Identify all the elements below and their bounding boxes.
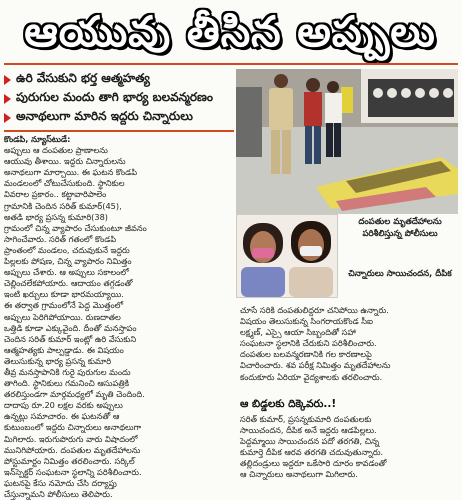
triangle-bullet-icon <box>4 75 11 85</box>
article-line: సాగించేవారు. సరిత్ గతంలో కొండపి <box>4 233 117 244</box>
section-heading <box>240 398 458 413</box>
article-line: ఘటనపై కేసు నమోదు చేసి దర్యాప్తు <box>4 477 117 488</box>
article-line: ఉన్నట్లు సమాచారం. ఈ ఘటనతో ఆ <box>4 411 120 422</box>
article-line: అప్పులు ఆ దంపతుల ప్రాణాలను <box>4 145 108 156</box>
article-line: ఈ తర్వాత గ్రామంలోనే పెద్ద మొత్తంలో <box>4 300 124 311</box>
article-line: ఒత్తిడి కూడా ఎక్కువైంది. దీంతో మనస్తాపం <box>4 322 137 333</box>
article-line: పెద్దమ్మాయి సాయిచందన పదో తరగతి, చిన్న <box>240 436 380 447</box>
article-line: గ్రామానికి చెందిన సరిత్ కుమార్(45), <box>4 200 122 211</box>
subhead-3: అనాథలుగా మారిన ఇద్దరు చిన్నారులు <box>4 108 232 127</box>
headline-rule <box>4 63 458 65</box>
article-line: తెలుసుకున్న భార్య ప్రసన్న కుమారి <box>4 355 112 366</box>
article-line: విషయం తెలుసుకున్న సింగరాయకొండ సీఐ <box>240 316 373 327</box>
article-line: మిగిలారు. ఇరుగుపొరుగు వారు విషాదంలో <box>4 433 138 444</box>
dateline: కొండపి, న్యూస్‌టుడే: <box>4 134 71 144</box>
article-right-column-2 <box>240 414 458 484</box>
section-heading-text: ఆ బిడ్డలకు దిక్కెవరు..! <box>240 398 337 410</box>
article-line: చెల్లించలేకపోయారు. ఆదాయం తగ్గడంతో <box>4 278 133 289</box>
photo-police-inspecting <box>236 69 458 214</box>
article-line: సంఘటనా స్థలానికి చేరుకుని పరిశీలించారు. <box>240 338 377 349</box>
caption-main-photo: దంపతుల మృతదేహాలను పరిశీలిస్తున్న పోలీసులు <box>358 217 442 239</box>
article-line: గ్రామంలో చిన్న వ్యాపారం చేసుకుంటూ జీవనం <box>4 222 147 233</box>
subhead-2: పురుగుల మందు తాగి భార్య బలవన్మరణం <box>4 89 232 108</box>
article-line: అప్పులు చేశారు. ఆ అప్పులు సకాలంలో <box>4 267 129 278</box>
children-photo <box>237 215 337 297</box>
article-line: విచారించారు. శవ పరీక్ష నిమిత్తం మృతదేహాలను <box>240 360 391 371</box>
article-line: తరలిస్తుండగా మార్గమధ్యలో మృతి చెందింది. <box>4 389 145 400</box>
article-line: దంపతుల బలవన్మరణానికి గల కారణాలపై <box>240 349 372 360</box>
headline: ఆయువు తీసిన అప్పులు <box>24 7 436 56</box>
article-left-column <box>4 134 234 499</box>
article-line: అతడి భార్య ప్రసన్న కుమారి(38) <box>4 211 108 222</box>
article-line: మండలంలో చోటుచేసుకుంది. స్థానికుల <box>4 178 125 189</box>
headline-banner <box>4 4 456 60</box>
article-line: చూసే సరికి దంపతులిద్దరూ చనిపోయి ఉన్నారు. <box>240 305 389 315</box>
article-line: తల్లిదండ్రులు ఇద్దరూ ఒకేసారి దూరం కావడంతో <box>240 458 387 469</box>
article-line: అప్పులు పెరిగిపోయాయి. రుణదాతల <box>4 311 121 322</box>
article-line: తీవ్ర మనస్తాపానికి గురై పురుగుల మందు <box>4 366 131 377</box>
article-line: చేస్తున్నామని పోలీసులు తెలిపారు. <box>4 489 113 499</box>
triangle-bullet-icon <box>4 94 11 104</box>
article-line: సరిత్ కుమార్, ప్రసన్నకుమారి దంపతులకు <box>240 414 372 424</box>
article-line: కుమార్తె దీపిక ఆరవ తరగతి చదువుతున్నారు. <box>240 447 384 458</box>
article-line: కుటుంబంలో ఇద్దరు చిన్నారులు అనాథలుగా <box>4 422 142 433</box>
article-left-text <box>4 134 234 500</box>
triangle-bullet-icon <box>4 113 11 123</box>
article-line: కందుకూరు ఏరియా వైద్యశాలకు తరలించారు. <box>240 371 383 382</box>
article-line: మునిగిపోయారు. దంపతుల మృతదేహాలను <box>4 444 141 455</box>
article-line: పోస్టుమార్టం నిమిత్తం తరలించారు. సర్కిల్ <box>4 455 135 466</box>
article-line: ఆ చిన్నారులు అనాథలుగా మిగిలారు. <box>240 469 358 480</box>
article-line: సాయిచందన, దీపిక అనే ఇద్దరు ఆడపిల్లలు. <box>240 425 377 436</box>
article-line: ఇన్‌స్పెక్టర్ సంఘటనా స్థలాన్ని పరిశీలించారు. <box>4 466 142 477</box>
article-line: వివరాల ప్రకారం.. కట్టావారిపాలెం <box>4 189 107 200</box>
scene-photo <box>236 69 458 214</box>
caption-children-photo: చిన్నారులు సాయిచందన, దీపిక <box>348 269 452 279</box>
subhead-rule <box>4 130 234 132</box>
article-line: తాగింది. స్థానికులు గమనించి ఆసుపత్రికి <box>4 378 129 389</box>
article-line: చెందిన సరిత్ కుమార్ ఇంట్లో ఉరి వేసుకుని <box>4 333 137 344</box>
article-line: ప్రాంతంలో మండలం, చదువుకునే ఇద్దరు <box>4 244 130 255</box>
photo-children <box>236 214 338 298</box>
article-line: దాదాపు రూ.20 లక్షల వరకు అప్పులు <box>4 400 123 411</box>
subheads <box>4 70 232 127</box>
article-line: లక్ష్మణ్, ఎస్సై ఆయా సిబ్బందితో సహా <box>240 327 356 338</box>
dateline-line <box>4 134 234 145</box>
article-line: ఇంటి ఖర్చులు కూడా భారమయ్యాయి. <box>4 289 124 300</box>
article-line: ఆత్మహత్యకు పాల్పడ్డాడు. ఈ విషయం <box>4 344 124 355</box>
article-right-column <box>240 305 458 383</box>
subhead-1: ఉరి వేసుకుని భర్త ఆత్మహత్య <box>4 70 232 89</box>
article-line: పిల్లలకు పోషణ, చిన్న వ్యాపారం నిమిత్తం <box>4 256 132 267</box>
article-line: అనాథలుగా మార్చాయి. ఈ ఘటన కొండపి <box>4 167 138 178</box>
article-line: ఆయువు తీశాయి. ఇద్దరు చిన్నారులను <box>4 156 126 167</box>
